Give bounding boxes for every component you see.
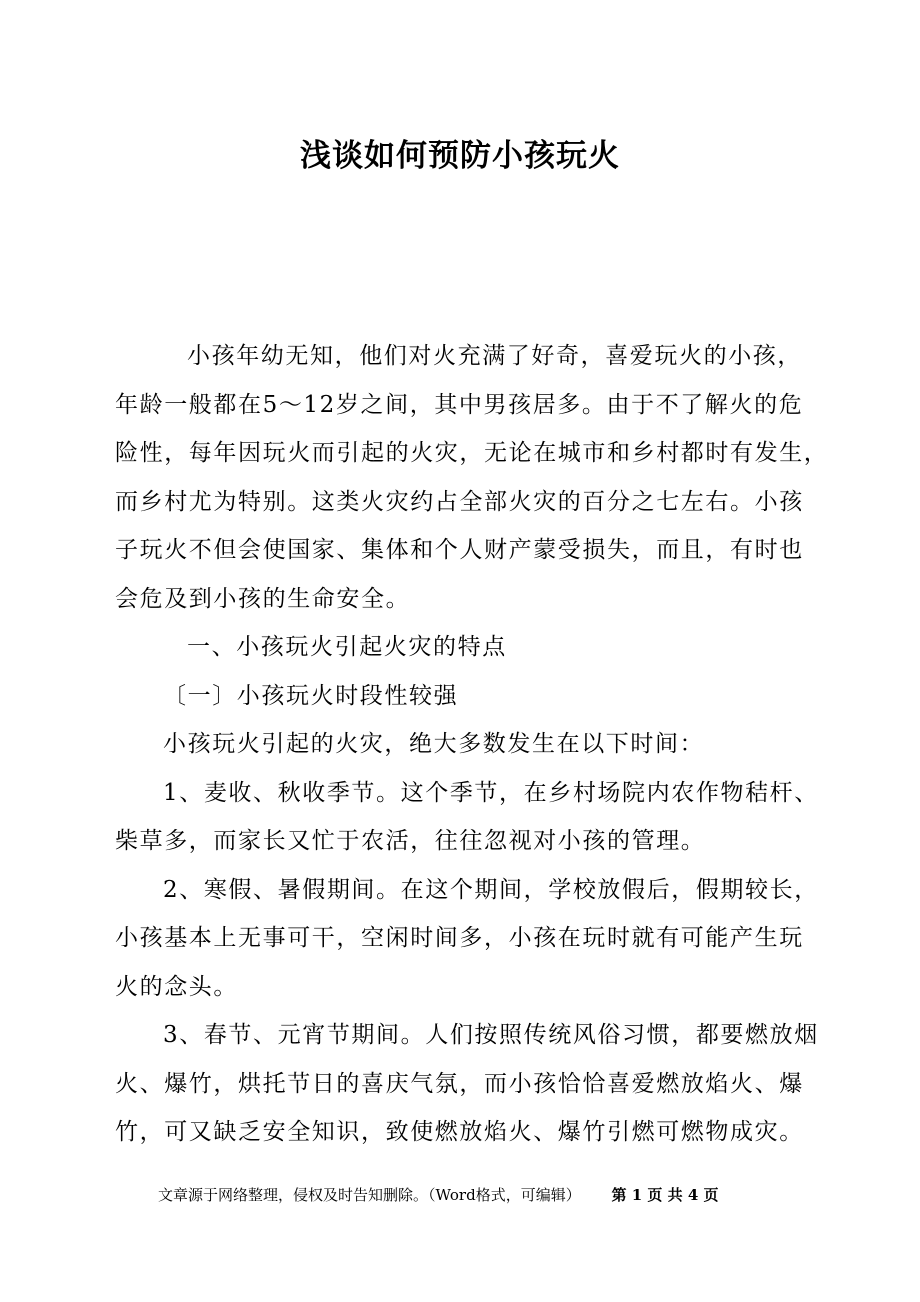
paragraph-line: 子玩火不但会使国家、集体和个人财产蒙受损失，而且，有时也 [115,537,804,563]
paragraph-line: 1、麦收、秋收季节。这个季节，在乡村场院内农作物秸杆、 [163,779,819,806]
paragraph [115,769,819,866]
paragraph-line: 〔一〕小孩玩火时段性较强 [163,682,459,709]
paragraph-line: 小孩玩火引起的火灾，绝大多数发生在以下时间： [163,731,705,757]
paragraph-line: 小孩年幼无知，他们对火充满了好奇，喜爱玩火的小孩， [187,343,802,369]
paragraph [115,623,815,672]
paragraph-line: 小孩基本上无事可干，空闲时间多，小孩在玩时就有可能产生玩 [115,925,804,951]
document-body [115,332,829,1157]
paragraph-line: 3、春节、元宵节期间。人们按照传统风俗习惯，都要燃放烟 [163,1022,819,1048]
paragraph-line: 会危及到小孩的生命安全。 [115,585,411,612]
paragraph-line: 一、小孩玩火引起火灾的特点 [187,634,507,660]
page-number: 第 1 页 共 4 页 [611,1186,719,1204]
paragraph [115,866,819,1012]
paragraph [115,1011,819,1157]
footer-note: 文章源于网络整理，侵权及时告知删除。（Word格式，可编辑） [158,1186,581,1204]
paragraph-line: 2、寒假、暑假期间。在这个期间，学校放假后，假期较长， [163,876,819,903]
paragraph-line: 火、爆竹，烘托节日的喜庆气氛，而小孩恰恰喜爱燃放焰火、爆 [115,1070,804,1097]
paragraph [115,672,815,721]
paragraph-line: 险性，每年因玩火而引起的火灾，无论在城市和乡村都时有发生， [115,440,829,466]
paragraph-line: 柴草多，而家长又忙于农活，往往忽视对小孩的管理。 [115,828,706,854]
paragraph [115,332,829,623]
paragraph-line: 而乡村尤为特别。这类火灾约占全部火灾的百分之七左右。小孩 [115,488,804,515]
paragraph-line: 火的念头。 [115,973,238,1000]
page-footer [158,1184,798,1206]
paragraph-line: 年龄一般都在5～12岁之间，其中男孩居多。由于不了解火的危 [115,391,804,418]
document-title: 浅谈如何预防小孩玩火 [300,138,620,174]
paragraph [115,720,815,769]
paragraph-line: 竹，可又缺乏安全知识，致使燃放焰火、爆竹引燃可燃物成灾。 [115,1119,804,1145]
